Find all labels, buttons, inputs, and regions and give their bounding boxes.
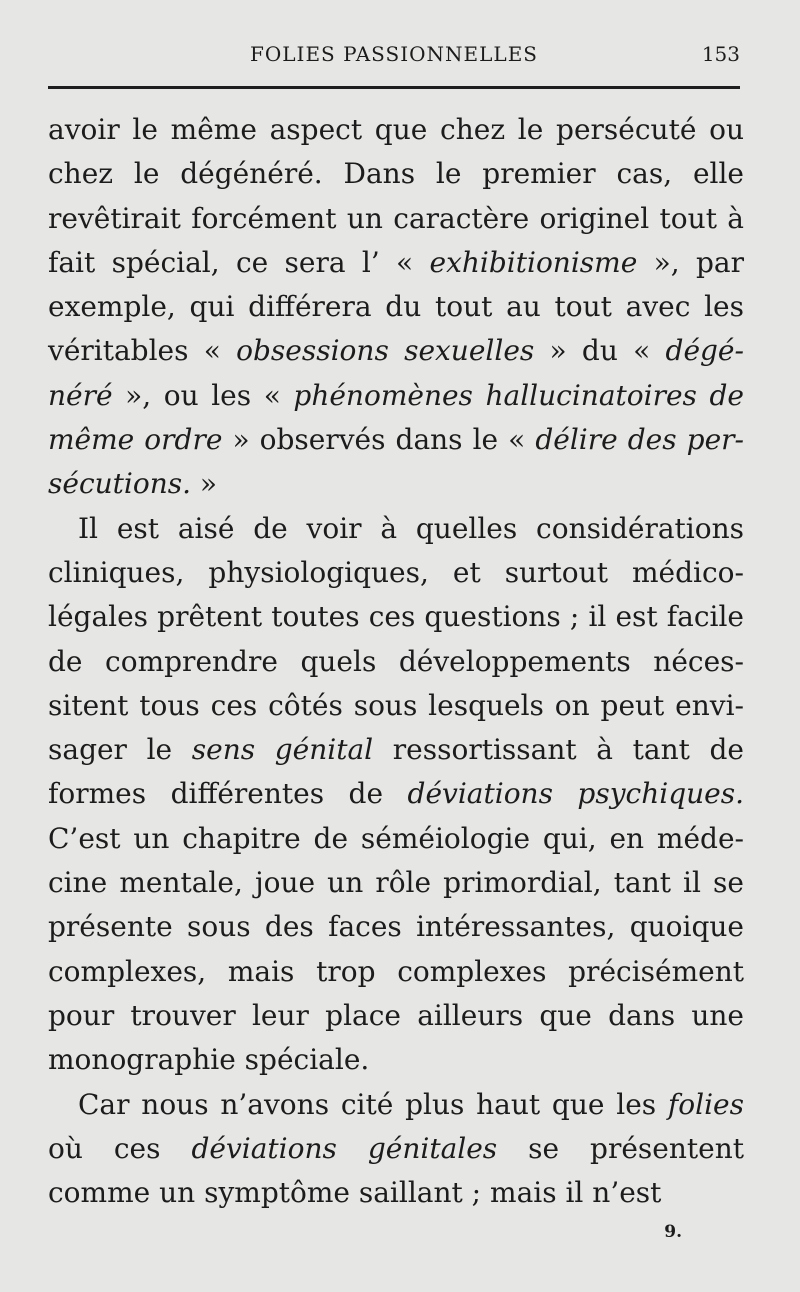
- text-run: » observés dans le «: [222, 423, 536, 457]
- paragraph-3: [48, 1083, 744, 1216]
- italic-run: dégénéré: [48, 334, 744, 412]
- text-run: avoir le même aspect que chez le persécuté ou chez le dégénéré. Dans le premier cas, elle revêtirait forcément un caractère originel tout à fait spécial, ce sera l’ «: [48, 113, 744, 279]
- text-run: se présentent comme un symptôme saillant ; mais il n’est: [48, 1131, 745, 1210]
- italic-run: obsessions sexuelles: [236, 334, 535, 368]
- italic-run: sens génital: [191, 733, 374, 767]
- text-run: Il est aisé de voir à quelles considérations cliniques, physiologiques, et surtout médico-légales prêtent toutes ces questions ; il est facile de comprendre quels développements nécessitent tous ces côtés sous lesquels on peut envisager le: [48, 511, 744, 767]
- paragraph-2: [48, 507, 744, 1083]
- running-header: [48, 42, 740, 72]
- text-run: C’est un chapitre de séméiologie qui, en médecine mentale, joue un rôle primordial, tant il se présente sous des faces intéressantes, quoique complexes, mais trop complexes précisément pour trouver leur place ailleurs que dans une monographie spéciale.: [48, 821, 744, 1077]
- italic-run: déviations génitales: [191, 1131, 498, 1165]
- text-run: »: [191, 467, 218, 501]
- italic-run: exhibitionisme: [429, 245, 638, 279]
- running-title: FOLIES PASSIONNELLES: [250, 42, 538, 66]
- text-run: » du «: [534, 334, 666, 368]
- italic-run: folies: [667, 1087, 744, 1121]
- page-number: 153: [701, 42, 740, 66]
- text-run: », ou les «: [112, 378, 294, 412]
- italic-run: délire des persécutions.: [48, 423, 744, 501]
- italic-run: déviations psychiques.: [407, 777, 745, 811]
- header-rule: [48, 86, 740, 89]
- text-run: », par exemple, qui différera du tout au tout avec les véritables «: [48, 245, 744, 368]
- paragraph-1: [48, 108, 744, 507]
- text-run: où ces: [48, 1131, 192, 1165]
- signature-mark: 9.: [664, 1222, 682, 1242]
- text-run: ressortissant à tant de formes différentes de: [48, 733, 744, 811]
- body-text: [48, 108, 744, 1215]
- italic-run: phénomènes hallucinatoires de même ordre: [48, 378, 744, 457]
- text-run: Car nous n’avons cité plus haut que les: [78, 1087, 668, 1121]
